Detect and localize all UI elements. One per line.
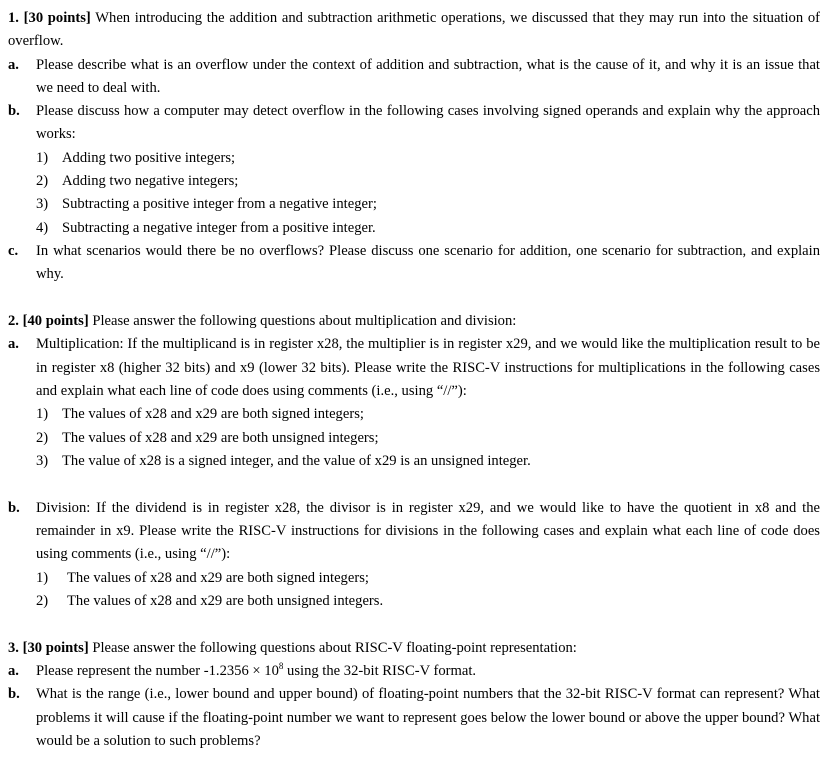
part-text [36, 660, 820, 683]
part-text: Multiplication: If the multiplicand is in register x28, the multiplier is in register x29, and we would like the multiplication result to be in register x8 (higher 32 bits) and x9 (lower 32 bits). Please write the RISC-V instructions for multiplications in the following cases and explain what each line of code does using comments (i.e., using “//”): [36, 336, 820, 399]
list-item-text: Adding two positive integers; [62, 149, 236, 166]
part-text: Please describe what is an overflow under the context of addition and subtraction, what is the cause of it, and why it is an issue that we need to deal with. [36, 56, 820, 96]
question-1 [8, 7, 820, 287]
list-item-text: Adding two negative integers; [62, 173, 239, 190]
list-item-label: 2) [36, 173, 49, 190]
question-3-intro: Please answer the following questions about RISC-V floating-point representation: [92, 639, 577, 656]
question-2-part-a [8, 333, 820, 403]
part-label: a. [8, 662, 19, 679]
document [8, 7, 820, 753]
list-item [8, 403, 820, 426]
list-item [8, 170, 820, 193]
list-item-label: 2) [36, 592, 49, 609]
question-1-points: [30 points] [23, 10, 91, 26]
exponent: 8 [278, 660, 284, 671]
list-item [8, 193, 820, 216]
list-item-text: The values of x28 and x29 are both signed integers; [67, 569, 369, 586]
list-item [8, 590, 820, 613]
part-text-before: Please represent the number -1.2356 × 10 [36, 662, 279, 679]
question-3-part-b [8, 683, 820, 753]
list-item-text: The value of x28 is a signed integer, and the value of x29 is an unsigned integer. [62, 452, 531, 469]
question-2-intro: Please answer the following questions about multiplication and division: [92, 313, 517, 330]
question-3-part-a [8, 660, 820, 683]
part-label: a. [8, 56, 19, 73]
question-3-points: [30 points] [22, 639, 89, 656]
question-1-part-c [8, 240, 820, 287]
list-item-text: Subtracting a positive integer from a negative integer; [62, 196, 377, 213]
list-item-text: Subtracting a negative integer from a positive integer. [62, 219, 376, 236]
part-text: Please discuss how a computer may detect overflow in the following cases involving signed operands and explain why the approach works: [36, 103, 820, 143]
list-item-text: The values of x28 and x29 are both unsigned integers; [62, 429, 379, 446]
part-text: In what scenarios would there be no overflows? Please discuss one scenario for addition, one scenario for subtraction, and explain why. [36, 242, 820, 283]
list-item [8, 450, 820, 473]
list-item-text: The values of x28 and x29 are both unsigned integers. [67, 592, 384, 609]
question-2-points: [40 points] [22, 313, 89, 330]
list-item-label: 3) [36, 452, 49, 469]
spacer [8, 473, 820, 497]
spacer [8, 287, 820, 311]
question-2-header [8, 310, 820, 333]
question-1-header [8, 7, 820, 54]
part-text: What is the range (i.e., lower bound and upper bound) of floating-point numbers that the 32-bit RISC-V format can represent? What problems it will cause if the floating-point number we want to represent goes below the lower bound or above the upper bound? What would be a solution to such problems? [36, 686, 820, 749]
list-item [8, 147, 820, 170]
list-item-text: The values of x28 and x29 are both signed integers; [62, 406, 364, 423]
part-label: b. [8, 686, 20, 703]
part-label: a. [8, 336, 19, 353]
list-item [8, 427, 820, 450]
question-3-number: 3. [8, 639, 19, 656]
list-item [8, 567, 820, 590]
question-1-part-b [8, 100, 820, 147]
list-item-label: 1) [36, 406, 49, 423]
question-1-part-a [8, 54, 820, 101]
question-3-header [8, 637, 820, 660]
list-item-label: 3) [36, 196, 49, 213]
part-label: c. [8, 242, 19, 259]
spacer [8, 613, 820, 637]
list-item-label: 2) [36, 429, 49, 446]
list-item-label: 1) [36, 149, 49, 166]
list-item-label: 1) [36, 569, 49, 586]
part-label: b. [8, 499, 20, 516]
list-item-label: 4) [36, 219, 49, 236]
question-1-number: 1. [8, 10, 19, 26]
question-3 [8, 637, 820, 753]
question-2-number: 2. [8, 313, 19, 330]
question-2 [8, 310, 820, 613]
question-2-part-b [8, 497, 820, 567]
part-text: Division: If the dividend is in register x28, the divisor is in register x29, and we would like to have the quotient in x8 and the remainder in x9. Please write the RISC-V instructions for divisions in the following cases and explain what each line of code does using comments (i.e., using “//”): [36, 499, 820, 563]
list-item [8, 217, 820, 240]
part-text-after: using the 32-bit RISC-V format. [283, 662, 477, 679]
part-label: b. [8, 103, 20, 120]
question-1-intro: When introducing the addition and subtraction arithmetic operations, we discussed that they may run into the situation of overflow. [8, 10, 820, 50]
